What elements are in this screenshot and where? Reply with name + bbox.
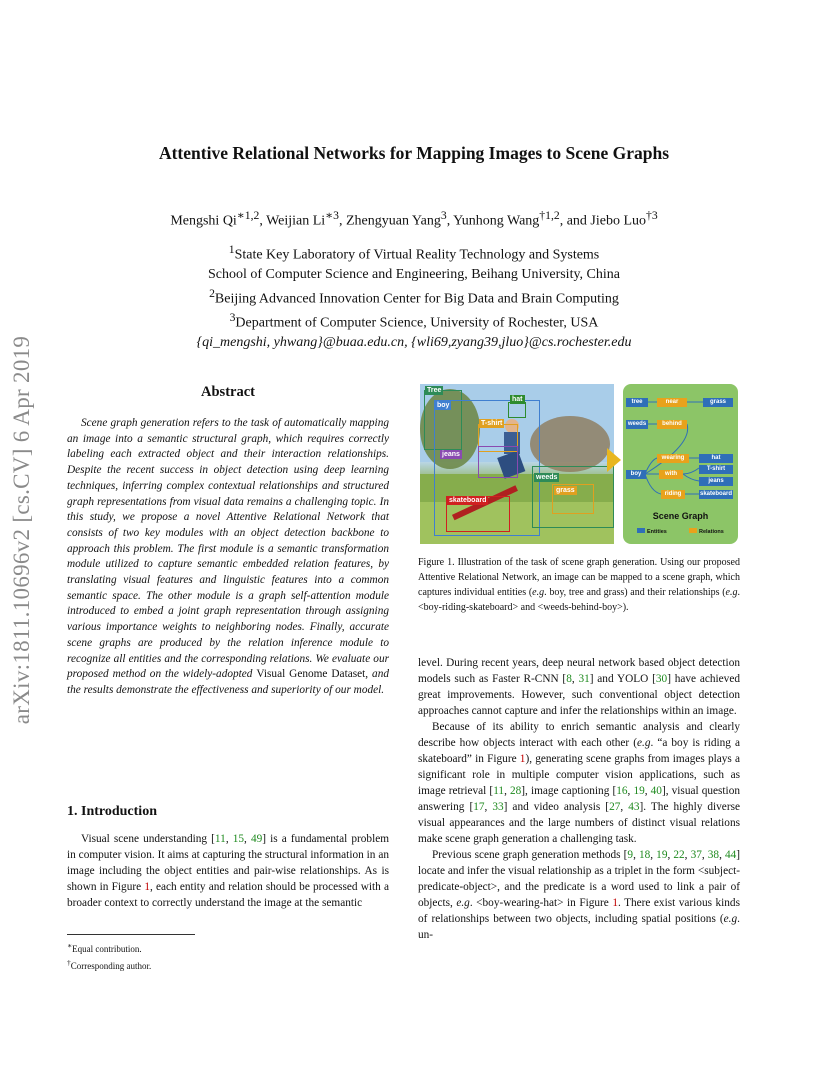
text: , xyxy=(244,833,251,845)
text: , each entity and relation should be processed with a broader context to correctly understand the image at the semantic xyxy=(67,881,390,909)
text: . <boy-wearing-hat> in Figure xyxy=(469,897,613,909)
figure-ref-link[interactable]: 1 xyxy=(612,897,618,909)
author-sup: ∗3 xyxy=(325,209,339,222)
text: Visual scene understanding [ xyxy=(81,833,215,845)
footnote-text: Corresponding author. xyxy=(70,961,152,971)
citation-link[interactable]: 27 xyxy=(609,801,621,813)
node-tshirt: T-shirt xyxy=(699,465,733,474)
abstract-heading: Abstract xyxy=(201,384,255,400)
abstract-text-end: , and the results demonstrate the effectiveness and superiority of our model. xyxy=(67,668,390,696)
text: , xyxy=(484,801,493,813)
text: Because of its ability to enrich semantic analysis and clearly describe how objects interact with each other ( xyxy=(418,721,740,749)
right-column-body xyxy=(418,655,740,943)
edge xyxy=(645,458,657,474)
author-sup: ∗1,2 xyxy=(236,209,260,222)
citation-link[interactable]: 9 xyxy=(627,849,634,861)
node-tree: tree xyxy=(626,398,648,407)
arrow-right-icon xyxy=(607,448,621,472)
text: , xyxy=(633,849,639,861)
scene-graph-title: Scene Graph xyxy=(652,511,709,521)
footnote-rule xyxy=(67,934,195,935)
affil-text: State Key Laboratory of Virtual Reality Technology and Systems xyxy=(234,247,600,263)
citation-link[interactable]: 49 xyxy=(250,833,263,845)
edge xyxy=(683,474,699,481)
caption-eg: e.g xyxy=(725,587,738,598)
legend-swatch-relation xyxy=(689,528,697,533)
text: , xyxy=(504,785,510,797)
text: ], visual question answering [ xyxy=(418,785,740,813)
node-weeds: weeds xyxy=(627,421,647,427)
text: , xyxy=(571,673,579,685)
affil-text: Department of Computer Science, University of Rochester, USA xyxy=(235,315,599,331)
text: e.g xyxy=(723,913,738,925)
introduction-body xyxy=(67,831,389,911)
citation-link[interactable]: 8 xyxy=(566,673,572,685)
citation-link[interactable]: 11 xyxy=(493,785,505,797)
citation-link[interactable]: 19 xyxy=(656,849,668,861)
text: , xyxy=(684,849,691,861)
node-behind: behind xyxy=(657,420,687,429)
figure-ref-link[interactable]: 1 xyxy=(519,753,526,765)
node-with: with xyxy=(659,470,683,479)
footnote-mark: ∗ xyxy=(67,941,73,950)
dataset-name: Visual Genome Dataset xyxy=(256,668,366,681)
node-riding: riding xyxy=(661,490,685,499)
text: e.g xyxy=(456,897,470,909)
citation-link[interactable]: 40 xyxy=(650,785,662,797)
text: e.g xyxy=(636,737,651,749)
figure-1-caption xyxy=(418,555,740,615)
citation-link[interactable]: 37 xyxy=(690,849,702,861)
affiliations xyxy=(0,240,828,352)
affil-text: Beijing Advanced Innovation Center for Big Data and Brain Computing xyxy=(214,291,619,307)
text: ], image captioning [ xyxy=(521,785,617,797)
skateboard-photo xyxy=(420,384,614,544)
bbox-jeans xyxy=(478,446,518,478)
citation-link[interactable]: 17 xyxy=(473,801,485,813)
text: ] have achieved great improvements. However, such conventional object detection approaches cannot capture and infer the relationships within an image. xyxy=(418,673,740,717)
text: ] is a fundamental problem in computer vision. It aims at capturing the structural information in an image including the object entities and pair-wise relationships. As is shown in Figure xyxy=(67,833,390,893)
citation-link[interactable]: 38 xyxy=(707,849,720,861)
citation-link[interactable]: 30 xyxy=(655,673,668,685)
caption-text: Figure 1. Illustration of the task of scene graph generation. Using our proposed Attentive Relational Network, an image can be mapped to a scene graph, which captures individual entities ( xyxy=(418,557,740,598)
citation-link[interactable]: 31 xyxy=(578,673,590,685)
citation-link[interactable]: 19 xyxy=(633,785,645,797)
bare-tree-shape xyxy=(530,416,610,472)
text: , xyxy=(719,849,725,861)
text: , xyxy=(627,785,634,797)
node-jeans: jeans xyxy=(699,477,733,486)
affil-sup: 1 xyxy=(228,243,235,256)
footnote-corresponding xyxy=(67,956,151,973)
arxiv-identifier: arXiv:1811.10696v2 [cs.CV] 6 Apr 2019 xyxy=(9,335,34,725)
author-emails: {qi_mengshi, yhwang}@buaa.edu.cn, {wli69,zyang39,jluo}@cs.rochester.edu xyxy=(196,334,632,350)
edge xyxy=(683,468,699,474)
affiliation-1 xyxy=(0,240,828,265)
label-hat: hat xyxy=(512,396,523,403)
footnote-equal xyxy=(67,939,151,956)
caption-eg: e.g xyxy=(532,587,545,598)
label-boy: boy xyxy=(437,402,450,409)
label-tshirt: T-shirt xyxy=(481,420,503,427)
citation-link[interactable]: 33 xyxy=(492,801,504,813)
legend-label: Entities xyxy=(647,529,667,535)
scene-graph xyxy=(623,384,738,544)
caption-text: . boy, tree and grass) and their relationships ( xyxy=(544,587,726,598)
text: level. During recent years, deep neural network based object detection models such as Faster R-CNN [ xyxy=(418,657,740,685)
author-name: Yunhong Wang xyxy=(453,213,540,229)
author-sup: 3 xyxy=(440,209,447,222)
text: . “a boy is riding a skateboard” in Figure xyxy=(418,737,741,765)
affiliation-3 xyxy=(0,308,828,333)
label-tree: Tree xyxy=(427,387,442,394)
citation-link[interactable]: 28 xyxy=(510,785,522,797)
text: ] locate and infer the visual relationship as a triplet in the form <subject-predicate-object>, and the predicate is a word used to link a pair of objects, xyxy=(418,849,741,909)
node-wearing: wearing xyxy=(657,454,689,463)
text: , xyxy=(667,849,674,861)
affiliation-1b: School of Computer Science and Engineering, Beihang University, China xyxy=(207,266,620,282)
author-list: Mengshi $Qi^{∗1,2}$, Weijian $Li^{∗3}$, Zhengyuan Yang$^3$, Yunhong Wang$^{\dagger 1,2}$, and Jiebo Luo$^{\dagger 3}$ xyxy=(170,209,658,229)
label-jeans: jeans xyxy=(442,451,460,458)
citation-link[interactable]: 15 xyxy=(232,833,245,845)
caption-text: . <boy-riding-skateboard> and <weeds-behind-boy>). xyxy=(418,587,740,613)
label-grass: grass xyxy=(556,487,575,494)
legend-relations xyxy=(689,528,724,535)
legend-swatch-entity xyxy=(637,528,645,533)
label-weeds: weeds xyxy=(536,474,558,481)
legend-label: Relations xyxy=(699,529,724,535)
text: , xyxy=(225,833,233,845)
figure-1 xyxy=(420,384,738,544)
node-boy: boy xyxy=(626,470,646,479)
citation-link[interactable]: 44 xyxy=(724,849,737,861)
text: ] and video analysis [ xyxy=(503,801,610,813)
affil-sup: 3 xyxy=(229,311,236,325)
affil-sup: 2 xyxy=(209,286,215,300)
citation-link[interactable]: 18 xyxy=(638,849,651,861)
text: , xyxy=(620,801,629,813)
text: Previous scene graph generation methods [ xyxy=(432,849,628,861)
citation-link[interactable]: 16 xyxy=(616,785,628,797)
author-sup: †1,2 xyxy=(539,209,560,222)
text: . un- xyxy=(418,913,740,941)
text: ), generating scene graphs from images plays a significant role in multiple computer vision applications, such as image retrieval [ xyxy=(418,753,740,797)
text: , xyxy=(650,849,657,861)
text: ] and YOLO [ xyxy=(589,673,656,685)
author-name: Weijian Li xyxy=(266,213,326,229)
author-name: Jiebo Luo xyxy=(590,213,647,229)
author-name: Mengshi Qi xyxy=(170,213,237,229)
citation-link[interactable]: 22 xyxy=(673,849,685,861)
footnotes xyxy=(67,939,151,973)
node-hat: hat xyxy=(699,454,733,463)
paper-title: Attentive Relational Networks for Mapping Images to Scene Graphs xyxy=(158,143,670,163)
text: . There exist various kinds of relationships between two objects, including spatial positions ( xyxy=(418,897,740,925)
text: , xyxy=(644,785,651,797)
figure-ref-link[interactable]: 1 xyxy=(144,881,150,893)
citation-link[interactable]: 43 xyxy=(628,801,640,813)
text: ]. The highly diverse visual appearances and the large numbers of distinct visual relations make scene graph generation a challenging task. xyxy=(418,801,740,845)
legend-entities xyxy=(637,528,667,535)
footnote-mark: † xyxy=(67,958,71,967)
node-near: near xyxy=(657,398,687,407)
section-heading-introduction: 1. Introduction xyxy=(67,804,157,819)
text: , xyxy=(701,849,708,861)
abstract-text: Scene graph generation refers to the task of automatically mapping an image into a semantic structural graph, which requires correctly labeling each extracted object and their interaction relationships. Despite the recent success in object detection using deep learning techniques, inferring complex contextual relationships and structured graph representations from visual data remains a challenging topic. In this study, we propose a novel Attentive Relational Network that consists of two key modules with an object detection backbone to approach this problem. The first module is a semantic transformation module utilized to capture semantic embedded relation features, by translating visual features and linguistic features into a common semantic space. The other module is a graph self-attention module introduced to embed a joint graph representation through assigning various importance weights to neighboring nodes. Finally, accurate scene graphs are produced by the relation inference module to recognize all entities and the corresponding relations. We evaluate our proposed method on the widely-adopted xyxy=(67,417,389,681)
abstract-body xyxy=(67,416,389,699)
arxiv-sidebar xyxy=(2,300,42,760)
bbox-hat xyxy=(508,402,526,418)
node-grass: grass xyxy=(703,398,733,407)
author-sup: †3 xyxy=(646,209,658,222)
citation-link[interactable]: 11 xyxy=(214,833,226,845)
author-name: Zhengyuan Yang xyxy=(345,213,441,229)
label-skateboard: skateboard xyxy=(449,497,487,504)
node-skateboard: skateboard xyxy=(699,491,732,497)
affiliation-2 xyxy=(0,284,828,309)
edge xyxy=(645,424,688,474)
footnote-text: Equal contribution. xyxy=(72,944,142,954)
